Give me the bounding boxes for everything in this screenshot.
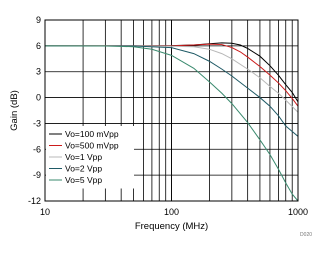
y-tick-label: 0 — [35, 92, 41, 103]
y-tick-label: -3 — [32, 118, 41, 129]
x-tick-label: 10 — [39, 207, 51, 217]
x-tick-label: 100 — [163, 207, 180, 217]
y-tick-label: -12 — [27, 196, 41, 206]
x-tick-label: 1000 — [287, 207, 309, 217]
legend-entry-label: Vo=1 Vpp — [65, 152, 103, 162]
legend — [46, 126, 134, 189]
x-tick-labels — [40, 207, 308, 217]
y-tick-labels — [28, 15, 41, 206]
y-tick-label: 9 — [35, 15, 41, 25]
figure-code: D020 — [300, 232, 312, 238]
legend-entry-label: Vo=2 Vpp — [65, 163, 103, 174]
y-tick-label: 6 — [35, 40, 41, 51]
legend-entry-label: Vo=100 mVpp — [65, 129, 119, 139]
y-tick-label: 3 — [35, 66, 41, 77]
legend-entry-label: Vo=5 Vpp — [65, 175, 103, 185]
y-tick-label: -6 — [32, 144, 41, 155]
y-axis-label: Gain (dB) — [9, 90, 20, 131]
legend-entry-label: Vo=500 mVpp — [65, 140, 119, 151]
y-tick-label: -9 — [32, 170, 41, 181]
x-axis-label: Frequency (MHz) — [134, 221, 209, 232]
